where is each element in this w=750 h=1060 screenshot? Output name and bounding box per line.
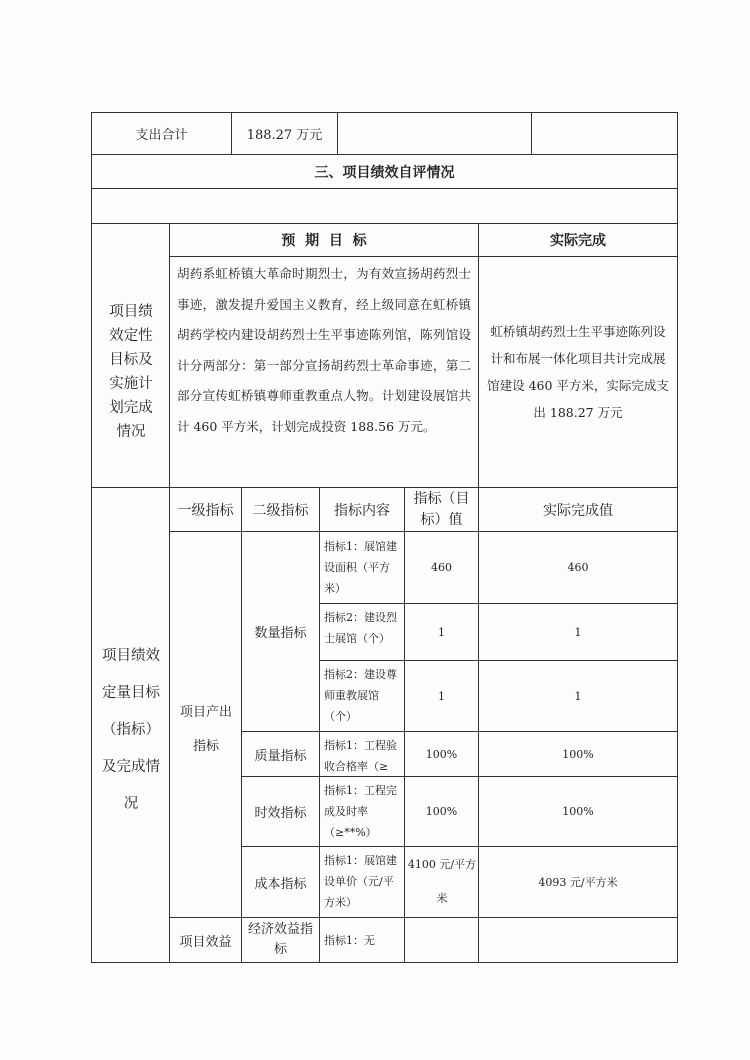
- target-economic: [405, 918, 478, 962]
- actual-completion-text: 虹桥镇胡药烈士生平事迹陈列设计和布展一体化项目共计完成展馆建设 460 平方米，实际完成支出 188.27 万元: [487, 324, 669, 420]
- group-quantity: 数量指标: [254, 626, 307, 641]
- grid-line: [337, 112, 338, 154]
- grid-line: [478, 223, 479, 487]
- quantitative-row-label: 项目绩效定量目标（指标）及完成情况: [102, 647, 160, 812]
- content-teacher-hall: 指标2：建设尊师重教展馆（个）: [324, 668, 397, 723]
- actual-economic: [479, 918, 677, 962]
- header-content: 指标内容: [334, 502, 390, 519]
- target-unit-price: 4100 元/平方米: [407, 858, 477, 905]
- header-level1: 一级指标: [177, 502, 234, 519]
- actual-teacher-hall: 1: [574, 689, 582, 703]
- content-acceptance-rate: 指标1：工程验收合格率（≥: [324, 739, 397, 773]
- qualitative-row-label: 项目绩效定性目标及实施计划完成情况: [109, 304, 153, 440]
- content-martyr-hall: 指标2：建设烈士展馆（个）: [324, 611, 397, 645]
- group-timeliness: 时效指标: [254, 806, 307, 821]
- target-acceptance-rate: 100%: [425, 747, 458, 761]
- actual-area: 460: [567, 561, 589, 574]
- level1-output: 项目产出指标: [179, 705, 232, 754]
- target-teacher-hall: 1: [438, 689, 445, 703]
- grid-line: [531, 112, 532, 154]
- actual-martyr-hall: 1: [574, 625, 582, 639]
- header-actual: 实际完成值: [543, 502, 613, 519]
- expected-goal-header: 预 期 目 标: [281, 233, 367, 249]
- table-border-left: [91, 112, 92, 963]
- expected-goal-text: 胡药系虹桥镇大革命时期烈士，为有效宣扬胡药烈士事迹，激发提升爱国主义教育，经上级同意在虹桥镇胡药学校内建设胡药烈士生平事迹陈列馆，陈列馆设计分两部分：第一部分宣扬胡药烈士革命事迹，第二部分宣传虹桥镇尊师重教重点人物。计划建设展馆共计 460 平方米，计划完成投资 188.56 万元。: [177, 266, 471, 434]
- table-border-right: [677, 112, 678, 963]
- group-cost: 成本指标: [254, 876, 307, 892]
- target-area: 460: [431, 561, 452, 574]
- content-area: 指标1：展馆建设面积（平方米）: [324, 540, 397, 595]
- table-border-bottom: [91, 962, 678, 963]
- group-economic: 经济效益指标: [247, 922, 313, 957]
- content-economic: 指标1：无: [324, 934, 375, 947]
- expense-total-value: 188.27 万元: [246, 128, 323, 143]
- group-quality: 质量指标: [254, 748, 307, 764]
- actual-unit-price: 4093 元/平方米: [538, 876, 618, 889]
- actual-timeliness-rate: 100%: [562, 805, 594, 818]
- header-level2: 二级指标: [252, 502, 309, 519]
- content-unit-price: 指标1：展馆建设单价（元/平方米）: [324, 854, 397, 909]
- grid-line: [91, 188, 678, 189]
- expense-total-label: 支出合计: [135, 128, 188, 143]
- target-martyr-hall: 1: [438, 625, 445, 639]
- section-title: 三、项目绩效自评情况: [314, 164, 455, 181]
- grid-line: [169, 223, 170, 963]
- actual-acceptance-rate: 100%: [562, 747, 594, 761]
- actual-completion-header: 实际完成: [550, 233, 606, 249]
- level1-benefit: 项目效益: [179, 934, 232, 950]
- target-timeliness-rate: 100%: [425, 805, 458, 818]
- header-target: 指标（目标）值: [413, 490, 470, 528]
- content-timeliness-rate: 指标1：工程完成及时率（≥**%）: [324, 784, 397, 839]
